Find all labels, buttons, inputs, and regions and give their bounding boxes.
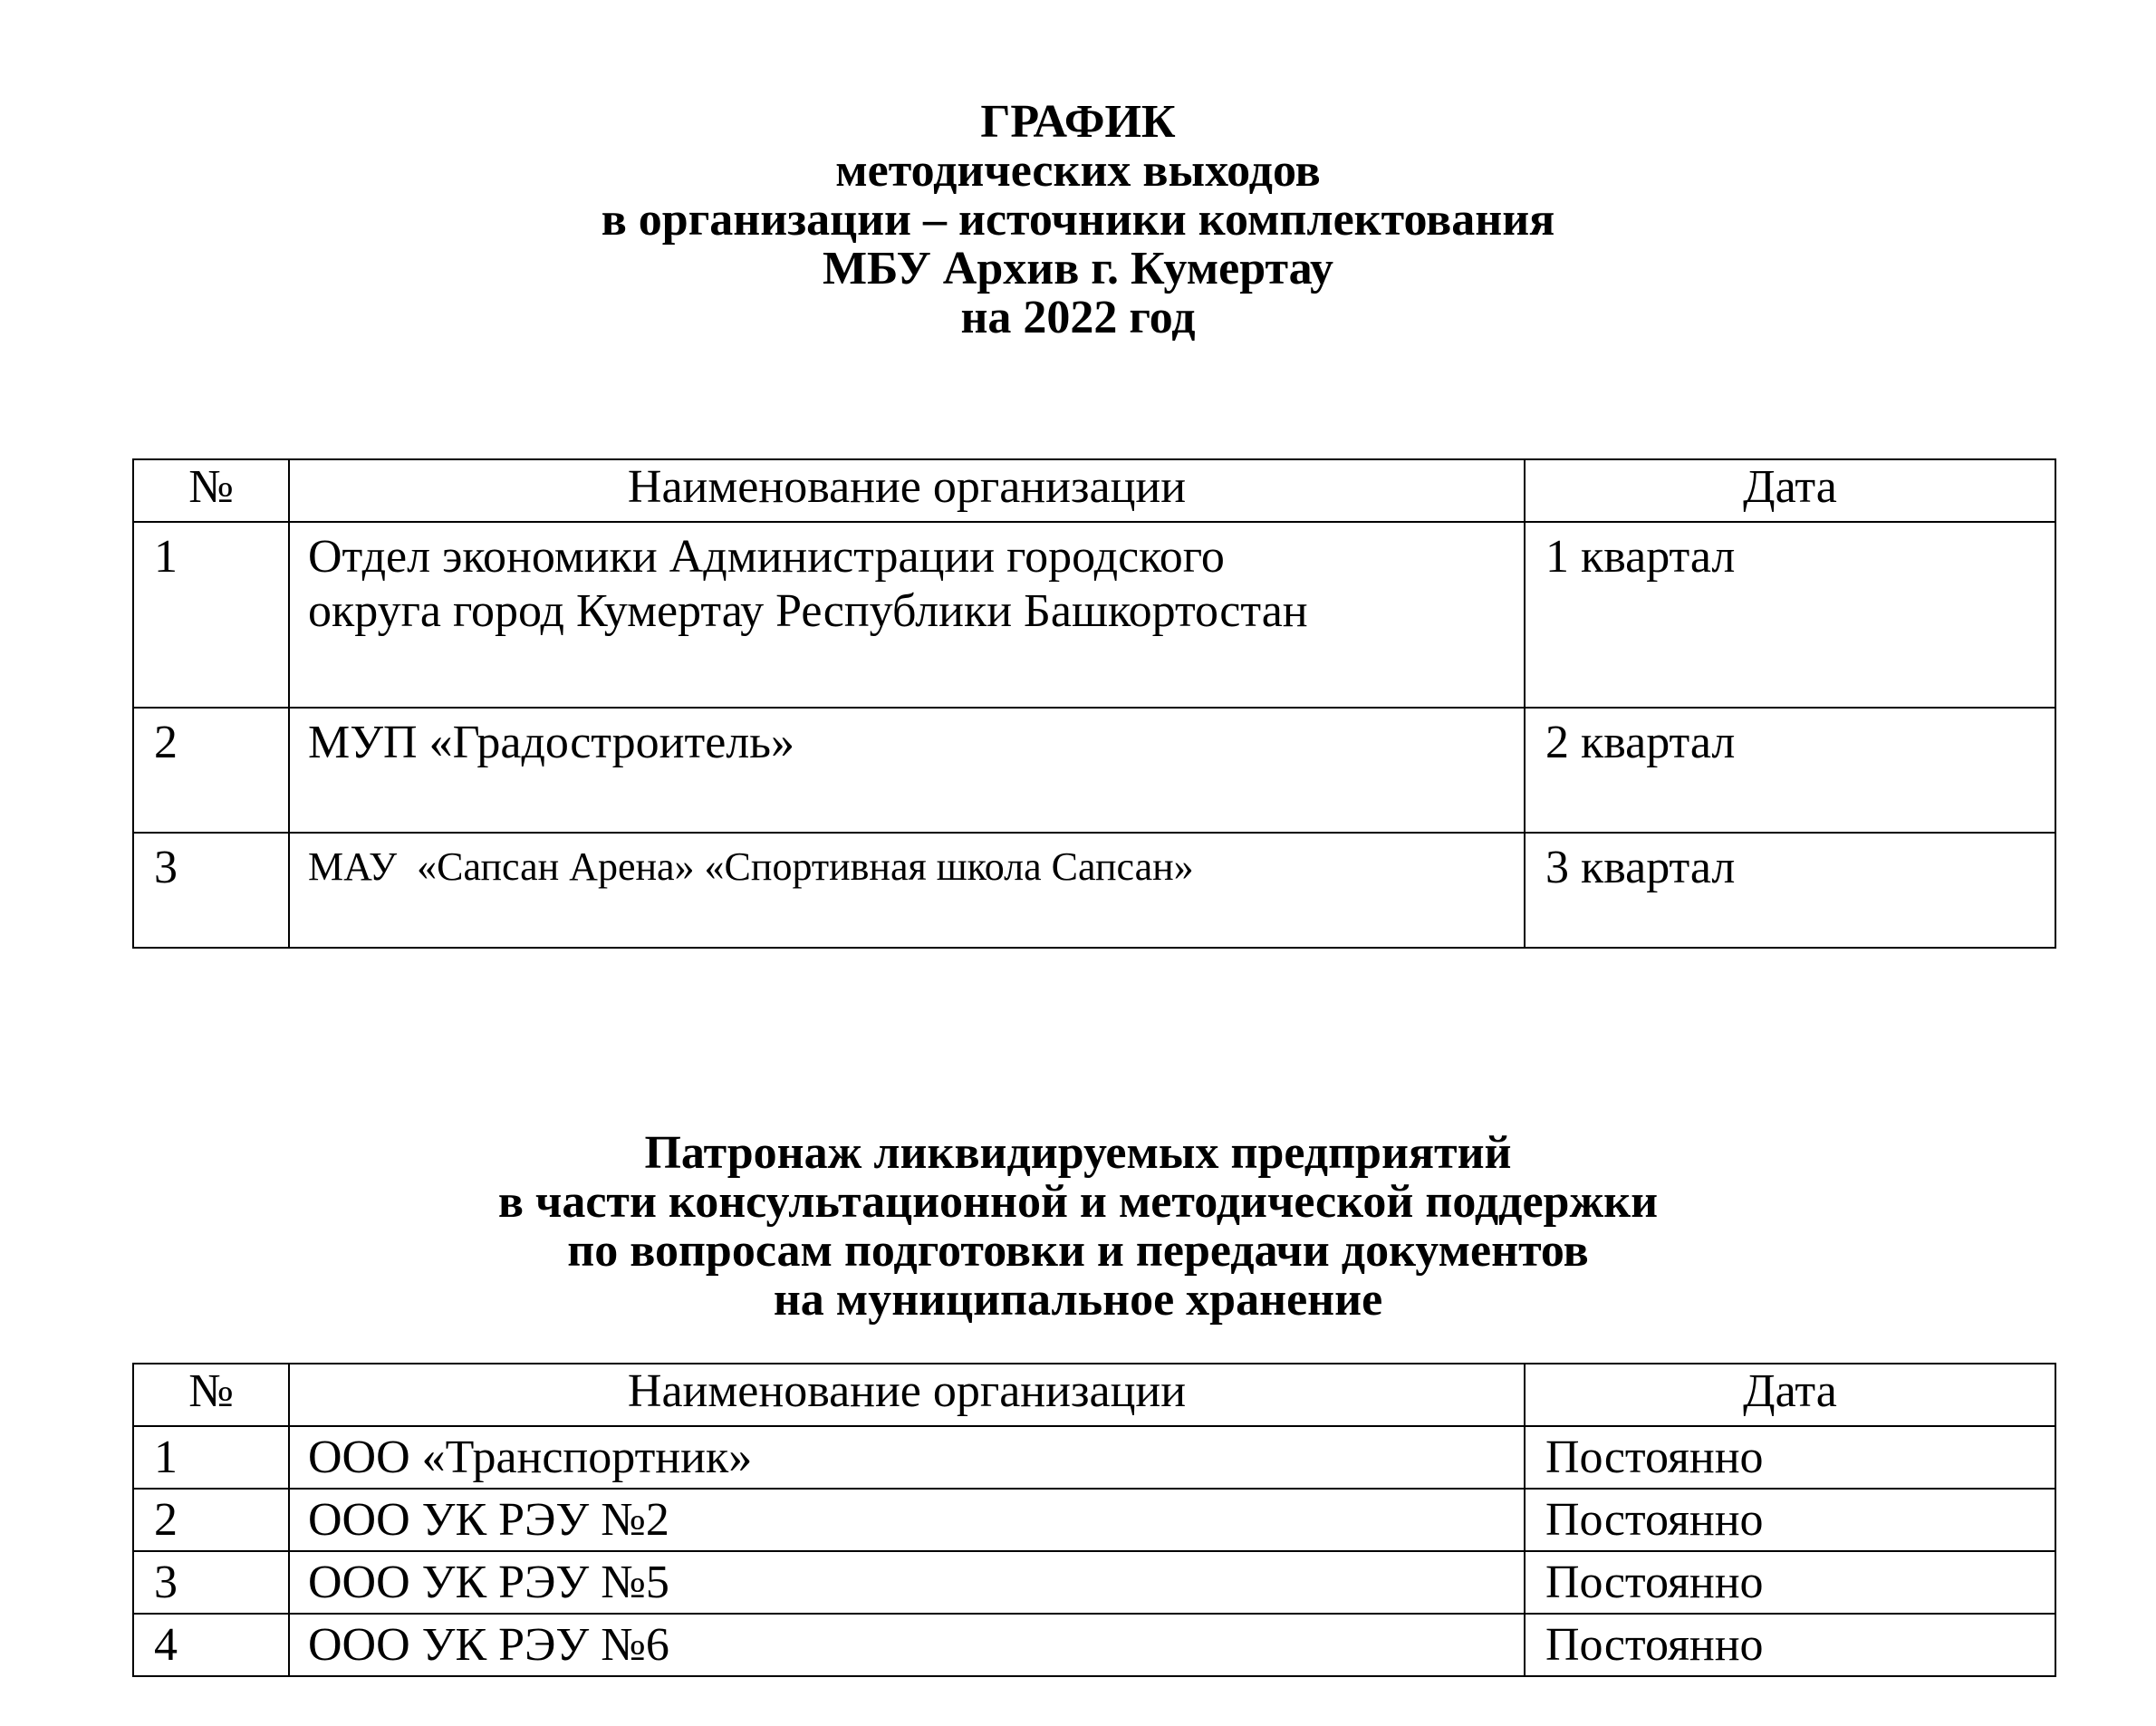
row-number: 3 (133, 833, 289, 948)
organization-name: МУП «Градостроитель» (289, 708, 1525, 833)
organization-name-line: Отдел экономики Администрации городского (308, 531, 1225, 583)
support-date: Постоянно (1525, 1614, 2055, 1676)
table-row (133, 1426, 2055, 1489)
row-number: 1 (133, 1426, 289, 1489)
title-line: методических выходов (835, 145, 1321, 197)
support-date: Постоянно (1525, 1426, 2055, 1489)
table-row (133, 708, 2055, 833)
title-line: в организации – источники комплектования (601, 194, 1555, 246)
schedule-title (0, 98, 2156, 342)
organization-name-line: округа город Кумертау Республики Башкортостан (308, 585, 1308, 637)
title-line: в части консультационной и методической поддержки (497, 1176, 1659, 1228)
column-header-organization: Наименование организации (289, 1364, 1525, 1426)
visit-date: 1 квартал (1525, 522, 2055, 708)
table-header-row (133, 1364, 2055, 1426)
table-row (133, 1614, 2055, 1676)
row-number: 2 (133, 1489, 289, 1551)
row-number: 3 (133, 1551, 289, 1614)
table-row (133, 1551, 2055, 1614)
organization-name: ООО УК РЭУ №6 (289, 1614, 1525, 1676)
column-header-number: № (133, 459, 289, 522)
row-number: 4 (133, 1614, 289, 1676)
organization-name: ООО УК РЭУ №2 (289, 1489, 1525, 1551)
organization-name: ООО УК РЭУ №5 (289, 1551, 1525, 1614)
organization-name: МАУ «Сапсан Арена» «Спортивная школа Сапсан» (289, 833, 1525, 948)
methodical-visits-table (132, 458, 2056, 949)
row-number: 1 (133, 522, 289, 708)
title-line: Патронаж ликвидируемых предприятий (644, 1127, 1512, 1179)
organization-name: ООО «Транспортник» (289, 1426, 1525, 1489)
table-row (133, 522, 2055, 708)
patronage-table (132, 1363, 2056, 1677)
column-header-organization: Наименование организации (289, 459, 1525, 522)
column-header-date: Дата (1525, 1364, 2055, 1426)
visit-date: 2 квартал (1525, 708, 2055, 833)
column-header-date: Дата (1525, 459, 2055, 522)
patronage-title (0, 1129, 2156, 1325)
title-line: на 2022 год (960, 292, 1196, 343)
title-line: на муниципальное хранение (773, 1274, 1383, 1326)
title-line: ГРАФИК (980, 96, 1176, 148)
column-header-number: № (133, 1364, 289, 1426)
row-number: 2 (133, 708, 289, 833)
title-line: по вопросам подготовки и передачи документов (567, 1225, 1589, 1277)
visit-date: 3 квартал (1525, 833, 2055, 948)
table-row (133, 833, 2055, 948)
support-date: Постоянно (1525, 1489, 2055, 1551)
table-row (133, 1489, 2055, 1551)
support-date: Постоянно (1525, 1551, 2055, 1614)
table-header-row (133, 459, 2055, 522)
title-line: МБУ Архив г. Кумертау (822, 243, 1334, 294)
organization-name (289, 522, 1525, 708)
